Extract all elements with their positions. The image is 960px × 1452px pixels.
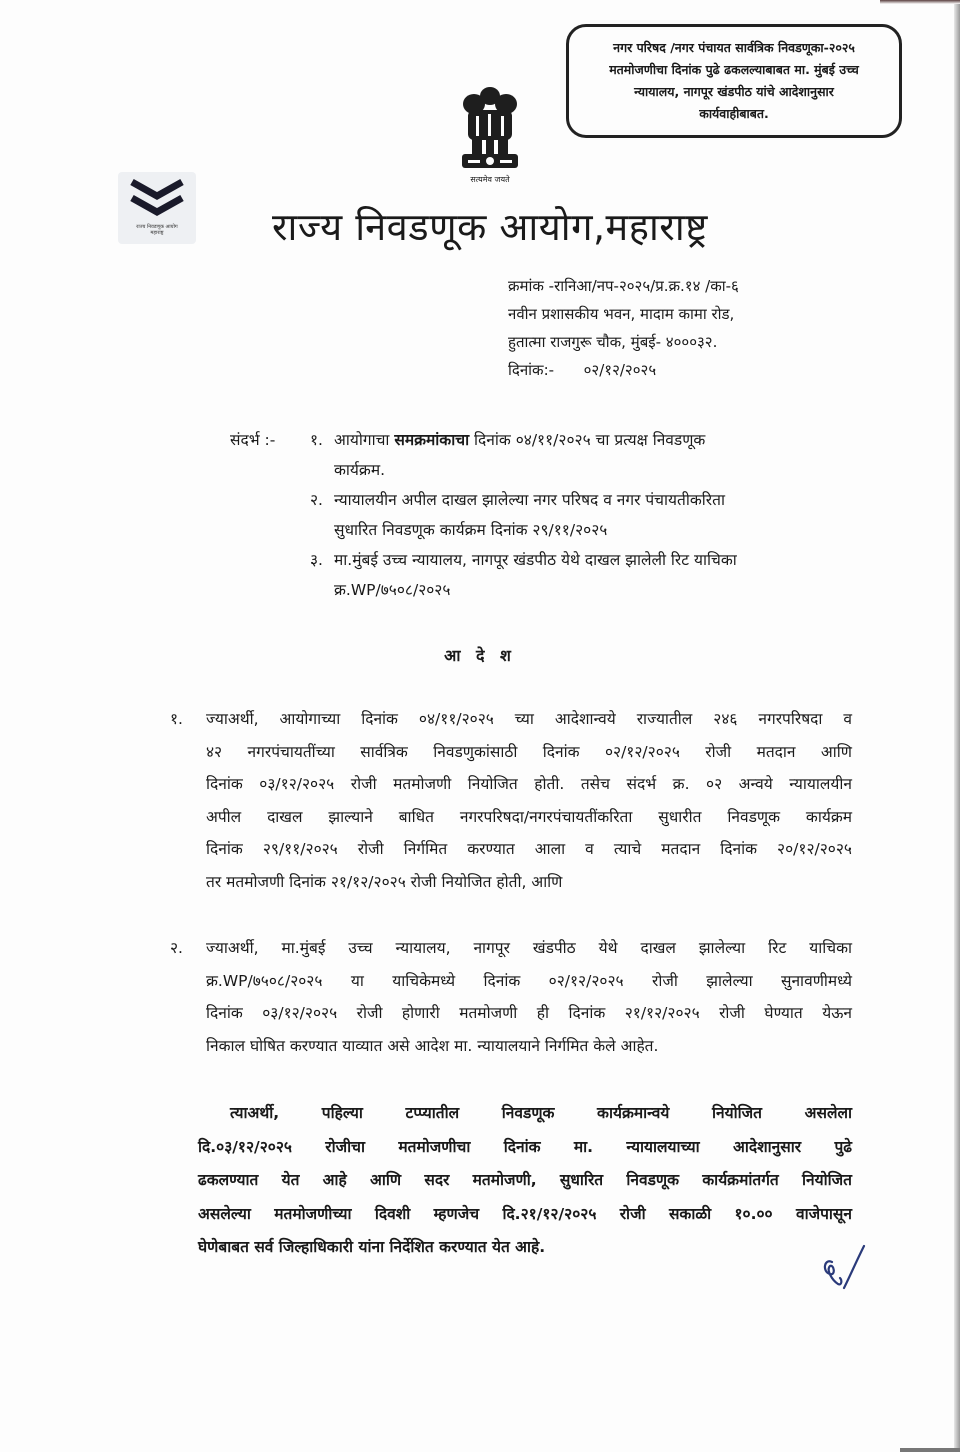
order-paragraph — [170, 703, 852, 898]
reference-continuation — [230, 455, 870, 485]
reference-text — [334, 425, 870, 455]
reference-text: न्यायालयीन अपील दाखल झालेल्या नगर परिषद व नगर पंचायतीकरिता — [334, 491, 725, 509]
subject-line: नगर परिषद /नगर पंचायत सार्वत्रिक निवडणूका-२०२५ — [613, 40, 855, 55]
paragraph-line: ज्याअर्थी, आयोगाच्या दिनांक ०४/११/२०२५ च्या आदेशान्वये राज्यातील २४६ नगरपरिषदा व — [206, 710, 852, 728]
reference-number: क्रमांक -रानिआ/नप-२०२५/प्र.क्र.१४ /का-६ — [508, 277, 739, 295]
date-value: ०२/१२/२०२५ — [583, 361, 657, 379]
reference-number: २. — [310, 491, 323, 509]
paragraph-line: असलेल्या मतमोजणीच्या दिवशी म्हणजेच दि.२१/१२/२०२५ रोजी सकाळी १०.०० वाजेपासून — [198, 1204, 852, 1223]
subject-box — [566, 24, 902, 138]
reference-text-bold: समक्रमांकाचा — [394, 431, 470, 449]
scan-edge — [954, 0, 960, 1452]
paragraph-line: ढकलण्यात येत आहे आणि सदर मतमोजणी, सुधारित निवडणूक कार्यक्रमांतर्गत नियोजित — [198, 1171, 852, 1189]
reference-text: कार्यक्रम. — [334, 461, 386, 479]
organization-title: राज्य निवडणूक आयोग,महाराष्ट्र — [272, 205, 708, 249]
subject-line: मतमोजणीचा दिनांक पुढे ढकलल्याबाबत मा. मुंबई उच्च — [609, 62, 859, 77]
paragraph-line: अपील दाखल झाल्याने बाधित नगरपरिषदा/नगरपंचायतींकरिता सुधारीत निवडणूक कार्यक्रम — [206, 807, 852, 826]
paragraph-line: ज्याअर्थी, मा.मुंबई उच्च न्यायालय, नागपूर खंडपीठ येथे दाखल झालेल्या रिट याचिका — [206, 939, 852, 957]
references-label: संदर्भ :- — [230, 431, 276, 449]
references-section — [230, 425, 870, 605]
paragraph-line: दिनांक ०३/१२/२०२५ रोजी होणारी मतमोजणी ही दिनांक २१/१२/२०२५ रोजी घेण्यात येऊन — [206, 1004, 852, 1022]
address-line: हुतात्मा राजगुरू चौक, मुंबई- ४०००३२. — [508, 333, 718, 351]
reference-text: सुधारित निवडणूक कार्यक्रम दिनांक २९/११/२०२५ — [334, 521, 608, 539]
logo-caption — [116, 224, 198, 236]
order-heading: आ दे श — [444, 646, 516, 665]
reference-text-part: दिनांक ०४/११/२०२५ चा प्रत्यक्ष निवडणूक — [469, 431, 706, 449]
reference-item — [230, 425, 870, 455]
paragraph-number: १. — [170, 710, 183, 728]
address-block — [508, 272, 739, 384]
paragraph-body — [206, 932, 852, 1062]
paragraph-line: ४२ नगरपंचायतींच्या सार्वत्रिक निवडणुकांसाठी दिनांक ०२/१२/२०२५ रोजी मतदान आणि — [206, 742, 852, 761]
reference-continuation — [230, 515, 870, 545]
reference-text: मा.मुंबई उच्च न्यायालय, नागपूर खंडपीठ येथे दाखल झालेली रिट याचिका — [334, 551, 737, 569]
paragraph-line: क्र.WP/७५०८/२०२५ या याचिकेमध्ये दिनांक ०२/१२/२०२५ रोजी झालेल्या सुनावणीमध्ये — [206, 971, 852, 990]
paragraph-line: दिनांक २९/११/२०२५ रोजी निर्गमित करण्यात आला व त्याचे मतदान दिनांक २०/१२/२०२५ — [206, 840, 852, 858]
paragraph-line: दि.०३/१२/२०२५ रोजीचा मतमोजणीचा दिनांक मा. न्यायालयाच्या आदेशानुसार पुढे — [198, 1137, 852, 1156]
paragraph-line: त्याअर्थी, पहिल्या टप्प्यातील निवडणूक कार्यक्रमान्वये नियोजित असलेला — [230, 1104, 852, 1122]
subject-line: न्यायालय, नागपूर खंडपीठ यांचे आदेशानुसार — [634, 84, 834, 99]
address-line: नवीन प्रशासकीय भवन, मादाम कामा रोड, — [508, 305, 735, 323]
scan-edge — [900, 1448, 960, 1452]
logo-caption-line: महाराष्ट्र — [150, 230, 164, 236]
date-label: दिनांक:- — [508, 361, 555, 379]
conclusion-paragraph — [198, 1097, 852, 1265]
paragraph-line: तर मतमोजणी दिनांक २१/१२/२०२५ रोजी नियोजित होती, आणि — [206, 872, 563, 891]
scan-edge — [880, 0, 960, 4]
paragraph-number: २. — [170, 939, 183, 957]
reference-number: १. — [310, 431, 323, 449]
signature-icon — [816, 1240, 866, 1296]
order-paragraph — [170, 932, 852, 1062]
document-date — [508, 356, 739, 384]
reference-text: क्र.WP/७५०८/२०२५ — [334, 581, 451, 599]
reference-text-part: आयोगाचा — [334, 431, 395, 449]
emblem-motto: सत्यमेव जयते — [470, 175, 510, 184]
logo-caption-line: राज्य निवडणूक आयोग — [136, 224, 178, 230]
reference-number: ३. — [310, 551, 323, 569]
paragraph-body — [206, 703, 852, 898]
paragraph-line: दिनांक ०३/१२/२०२५ रोजी मतमोजणी नियोजित होती. तसेच संदर्भ क्र. ०२ अन्वये न्यायालयीन — [206, 775, 852, 793]
reference-item — [230, 485, 870, 515]
election-commission-logo-icon — [118, 172, 196, 224]
reference-continuation — [230, 575, 870, 605]
subject-line: कार्यवाहीबाबत. — [699, 106, 769, 121]
paragraph-line: निकाल घोषित करण्यात याव्यात असे आदेश मा. न्यायालयाने निर्गमित केले आहेत. — [206, 1036, 659, 1055]
reference-item — [230, 545, 870, 575]
paragraph-line: घेणेबाबत सर्व जिल्हाधिकारी यांना निर्देशित करण्यात येत आहे. — [198, 1238, 546, 1256]
